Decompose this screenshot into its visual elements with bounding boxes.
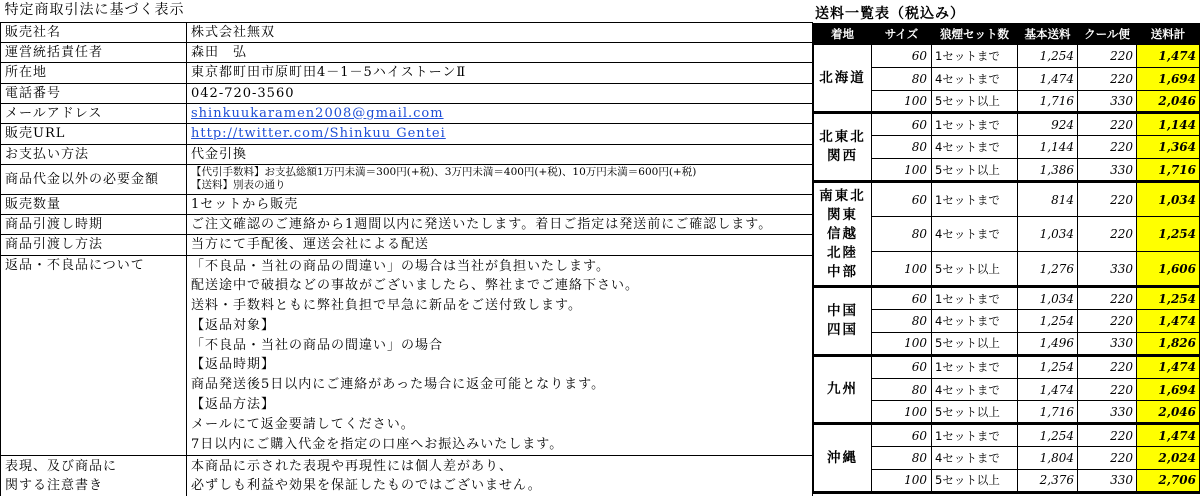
base-fee-cell: 1,254 <box>1018 355 1078 378</box>
shipping-row <box>814 181 1200 216</box>
base-fee-cell: 1,716 <box>1018 401 1078 424</box>
shipping-row <box>814 469 1200 492</box>
set-limit-cell: 1セットまで <box>932 424 1018 447</box>
size-cell: 80 <box>872 447 932 470</box>
extra-costs-line: 【代引手数料】お支払総額1万円未満＝300円(+税)、3万円未満＝400円(+税)、10万円未満＝600円(+税) <box>191 166 697 178</box>
shipping-table-body <box>814 45 1200 493</box>
header-set-count: 狼煙セット数 <box>932 24 1018 45</box>
returns-line: 配送途中で破損などの事故がございましたら、弊社までご連絡下さい。 <box>191 278 640 294</box>
label-disclaimer <box>1 455 187 496</box>
total-fee-cell: 1,364 <box>1137 136 1200 159</box>
value-manager: 森田 弘 <box>187 42 813 62</box>
cool-fee-cell: 220 <box>1078 310 1137 333</box>
disclaimer-label-line: 表現、及び商品に <box>5 458 118 474</box>
returns-line: 送料・手数料ともに弊社負担で早急に新品をご送付致します。 <box>191 298 582 314</box>
value-address: 東京都町田市原町田4－1－5ハイストーンⅡ <box>187 62 813 83</box>
cool-fee-cell: 220 <box>1078 181 1137 216</box>
cool-fee-cell: 220 <box>1078 424 1137 447</box>
cool-fee-cell: 220 <box>1078 67 1137 90</box>
base-fee-cell: 1,034 <box>1018 217 1078 252</box>
cool-fee-cell: 220 <box>1078 217 1137 252</box>
set-limit-cell: 1セットまで <box>932 181 1018 216</box>
twitter-link[interactable]: http://twitter.com/Shinkuu Gentei <box>191 126 446 141</box>
legal-notice-title: 特定商取引法に基づく表示 <box>4 2 185 19</box>
label-returns: 返品・不良品について <box>1 255 187 455</box>
size-cell: 60 <box>872 424 932 447</box>
returns-line: 商品発送後5日以内にご連絡があった場合に返金可能となります。 <box>191 377 606 393</box>
base-fee-cell: 1,276 <box>1018 252 1078 287</box>
label-extra-costs: 商品代金以外の必要金額 <box>1 164 187 194</box>
set-limit-cell: 4セットまで <box>932 67 1018 90</box>
size-cell: 80 <box>872 67 932 90</box>
disclaimer-line: 必ずしも利益や効果を保証したものではございません。 <box>191 478 542 494</box>
destination-label: 中部 <box>827 263 858 280</box>
cool-fee-cell: 330 <box>1078 469 1137 492</box>
shipping-row <box>814 355 1200 378</box>
returns-line: 「不良品・当社の商品の間違い」の場合は当社が負担いたします。 <box>191 258 610 274</box>
size-cell: 100 <box>872 469 932 492</box>
shipping-row <box>814 45 1200 68</box>
total-fee-cell: 2,024 <box>1137 447 1200 470</box>
total-fee-cell: 2,046 <box>1137 401 1200 424</box>
total-fee-cell: 1,826 <box>1137 332 1200 355</box>
shipping-row <box>814 310 1200 333</box>
base-fee-cell: 1,804 <box>1018 447 1078 470</box>
destination-region <box>814 113 872 181</box>
destination-label: 北東北 <box>819 129 866 146</box>
total-fee-cell: 1,474 <box>1137 45 1200 68</box>
returns-line: 7日以内にご購入代金を指定の口座へお振込みいたします。 <box>191 436 564 452</box>
set-limit-cell: 4セットまで <box>932 136 1018 159</box>
label-email: メールアドレス <box>1 103 187 123</box>
destination-label: 九州 <box>827 381 858 397</box>
size-cell: 60 <box>872 181 932 216</box>
disclaimer-label-line: 関する注意書き <box>5 478 104 494</box>
shipping-row <box>814 252 1200 287</box>
size-cell: 100 <box>872 401 932 424</box>
shipping-fee-table <box>813 23 1200 494</box>
size-cell: 60 <box>872 113 932 136</box>
cool-fee-cell: 220 <box>1078 378 1137 401</box>
cool-fee-cell: 330 <box>1078 332 1137 355</box>
total-fee-cell: 1,254 <box>1137 217 1200 252</box>
destination-label: 南東北 <box>819 187 866 204</box>
label-address: 所在地 <box>1 62 187 83</box>
set-limit-cell: 1セットまで <box>932 355 1018 378</box>
set-limit-cell: 4セットまで <box>932 447 1018 470</box>
size-cell: 60 <box>872 355 932 378</box>
shipping-row <box>814 424 1200 447</box>
base-fee-cell: 924 <box>1018 113 1078 136</box>
shipping-row <box>814 90 1200 113</box>
base-fee-cell: 1,474 <box>1018 67 1078 90</box>
base-fee-cell: 1,254 <box>1018 424 1078 447</box>
base-fee-cell: 1,474 <box>1018 378 1078 401</box>
label-quantity: 販売数量 <box>1 194 187 214</box>
cool-fee-cell: 220 <box>1078 355 1137 378</box>
label-phone: 電話番号 <box>1 83 187 103</box>
value-extra-costs <box>187 164 813 194</box>
set-limit-cell: 1セットまで <box>932 287 1018 310</box>
header-destination: 着地 <box>814 24 872 45</box>
destination-region <box>814 355 872 423</box>
header-total-fee: 送料計 <box>1137 24 1200 45</box>
size-cell: 100 <box>872 332 932 355</box>
shipping-row <box>814 332 1200 355</box>
size-cell: 60 <box>872 45 932 68</box>
base-fee-cell: 1,716 <box>1018 90 1078 113</box>
label-manager: 運営統括責任者 <box>1 42 187 62</box>
returns-line: メールにて返金要請してください。 <box>191 416 415 432</box>
total-fee-cell: 1,606 <box>1137 252 1200 287</box>
cool-fee-cell: 220 <box>1078 113 1137 136</box>
base-fee-cell: 1,386 <box>1018 159 1078 182</box>
value-delivery-time: ご注文確認のご連絡から1週間以内に発送いたします。着日ご指定は発送前にご確認します。 <box>187 214 813 234</box>
shipping-row <box>814 217 1200 252</box>
set-limit-cell: 5セット以上 <box>932 90 1018 113</box>
shipping-header-row <box>814 24 1200 45</box>
value-returns <box>187 255 813 455</box>
set-limit-cell: 5セット以上 <box>932 469 1018 492</box>
set-limit-cell: 5セット以上 <box>932 252 1018 287</box>
cool-fee-cell: 220 <box>1078 287 1137 310</box>
base-fee-cell: 814 <box>1018 181 1078 216</box>
set-limit-cell: 4セットまで <box>932 378 1018 401</box>
base-fee-cell: 1,144 <box>1018 136 1078 159</box>
shipping-table-title: 送料一覧表（税込み） <box>815 6 965 22</box>
set-limit-cell: 1セットまで <box>932 45 1018 68</box>
total-fee-cell: 1,474 <box>1137 310 1200 333</box>
header-size: サイズ <box>872 24 932 45</box>
size-cell: 100 <box>872 159 932 182</box>
email-link[interactable]: shinkuukaramen2008@gmail.com <box>191 105 444 121</box>
destination-label: 北海道 <box>819 69 866 86</box>
cool-fee-cell: 330 <box>1078 159 1137 182</box>
shipping-row <box>814 67 1200 90</box>
value-disclaimer <box>187 455 813 496</box>
destination-region <box>814 424 872 493</box>
value-phone: 042-720-3560 <box>187 83 813 103</box>
destination-region <box>814 45 872 113</box>
total-fee-cell: 1,254 <box>1137 287 1200 310</box>
set-limit-cell: 5セット以上 <box>932 159 1018 182</box>
size-cell: 100 <box>872 252 932 287</box>
label-payment: お支払い方法 <box>1 144 187 164</box>
value-quantity: 1セットから販売 <box>187 194 813 214</box>
returns-line: 【返品方法】 <box>191 397 276 413</box>
disclaimer-line: 本商品に示された表現や再現性には個人差があり、 <box>191 458 514 474</box>
set-limit-cell: 5セット以上 <box>932 401 1018 424</box>
set-limit-cell: 1セットまで <box>932 113 1018 136</box>
shipping-row <box>814 159 1200 182</box>
destination-label: 四国 <box>827 322 858 339</box>
size-cell: 60 <box>872 287 932 310</box>
shipping-row <box>814 378 1200 401</box>
set-limit-cell: 4セットまで <box>932 217 1018 252</box>
destination-label: 沖縄 <box>827 449 858 466</box>
base-fee-cell: 1,254 <box>1018 45 1078 68</box>
base-fee-cell: 1,034 <box>1018 287 1078 310</box>
total-fee-cell: 2,706 <box>1137 469 1200 492</box>
shipping-row <box>814 136 1200 159</box>
label-seller-name: 販売社名 <box>1 22 187 42</box>
cool-fee-cell: 330 <box>1078 90 1137 113</box>
destination-label: 関西 <box>827 148 858 165</box>
shipping-row <box>814 113 1200 136</box>
total-fee-cell: 1,694 <box>1137 378 1200 401</box>
cool-fee-cell: 220 <box>1078 45 1137 68</box>
set-limit-cell: 5セット以上 <box>932 332 1018 355</box>
returns-line: 【返品時期】 <box>191 357 276 373</box>
base-fee-cell: 2,376 <box>1018 469 1078 492</box>
total-fee-cell: 1,694 <box>1137 67 1200 90</box>
value-payment: 代金引換 <box>187 144 813 164</box>
total-fee-cell: 1,474 <box>1137 355 1200 378</box>
destination-region <box>814 287 872 355</box>
returns-line: 【返品対象】 <box>191 317 276 333</box>
header-cool-fee: クール便 <box>1078 24 1137 45</box>
cool-fee-cell: 330 <box>1078 252 1137 287</box>
shipping-row <box>814 287 1200 310</box>
destination-label: 関東 <box>827 206 858 223</box>
label-url: 販売URL <box>1 123 187 144</box>
set-limit-cell: 4セットまで <box>932 310 1018 333</box>
size-cell: 80 <box>872 217 932 252</box>
label-delivery-method: 商品引渡し方法 <box>1 234 187 255</box>
extra-costs-line: 【送料】別表の通り <box>191 179 286 191</box>
base-fee-cell: 1,254 <box>1018 310 1078 333</box>
total-fee-cell: 1,716 <box>1137 159 1200 182</box>
base-fee-cell: 1,496 <box>1018 332 1078 355</box>
header-base-fee: 基本送料 <box>1018 24 1078 45</box>
destination-label: 信越 <box>827 225 858 242</box>
destination-label: 中国 <box>827 303 858 320</box>
shipping-row <box>814 447 1200 470</box>
size-cell: 80 <box>872 136 932 159</box>
destination-region <box>814 181 872 286</box>
total-fee-cell: 1,144 <box>1137 113 1200 136</box>
email-cell <box>187 103 813 123</box>
total-fee-cell: 1,474 <box>1137 424 1200 447</box>
size-cell: 80 <box>872 310 932 333</box>
value-seller-name: 株式会社無双 <box>187 22 813 42</box>
total-fee-cell: 1,034 <box>1137 181 1200 216</box>
size-cell: 100 <box>872 90 932 113</box>
destination-label: 北陸 <box>827 244 858 261</box>
cool-fee-cell: 330 <box>1078 401 1137 424</box>
cool-fee-cell: 220 <box>1078 136 1137 159</box>
cool-fee-cell: 220 <box>1078 447 1137 470</box>
returns-line: 「不良品・当社の商品の間違い」の場合 <box>191 337 444 353</box>
shipping-row <box>814 401 1200 424</box>
value-delivery-method: 当方にて手配後、運送会社による配送 <box>187 234 813 255</box>
size-cell: 80 <box>872 378 932 401</box>
label-delivery-time: 商品引渡し時期 <box>1 214 187 234</box>
total-fee-cell: 2,046 <box>1137 90 1200 113</box>
url-cell <box>187 123 813 144</box>
